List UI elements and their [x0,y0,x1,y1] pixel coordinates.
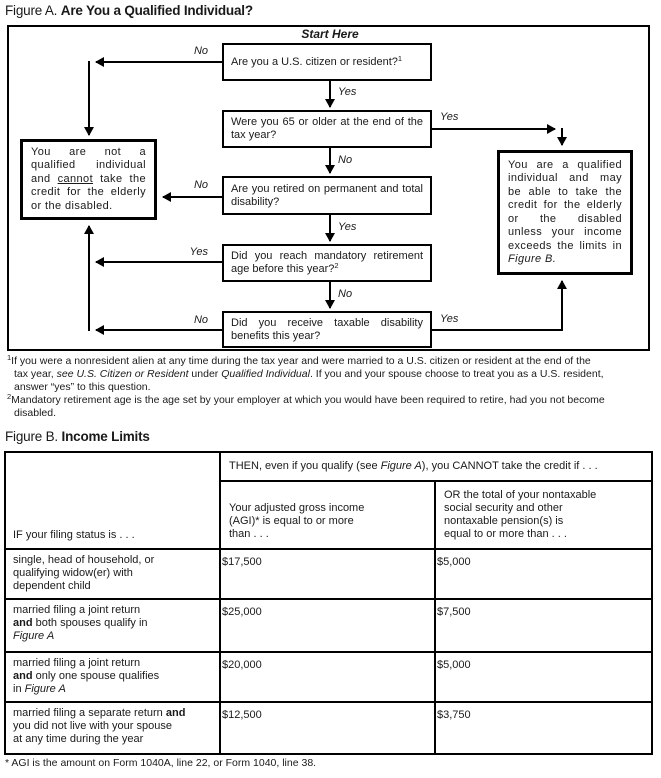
figure-a-title-prefix: Figure A. [5,3,58,18]
figure-b-title-main: Income Limits [61,429,150,444]
filing-status-cell: married filing a separate return and you did not live with your spouse at any time during the year [5,702,220,754]
figure-a-footnote-1: $^1$If you were a nonresident alien at any time during the tax year and were married to a U.S. citizen or resident at the end of the tax year, see U.S. Citizen or Resident under Qualified Individual. If you and your spouse choose to treat you as a U.S. resident, answer “yes” to this question. [7,353,604,393]
label-no-retirement-age: No [338,288,353,300]
question-box-disability-text: Are you retired on permanent and total disability? [231,182,423,208]
question-box-citizen [222,43,432,81]
figure-a-footnote-2: $^2$Mandatory retirement age is the age set by your employer at which you would have been required to retire, had you not become disabled. [7,392,605,419]
pension-cell: $7,500 [435,599,652,652]
agi-column-header: Your adjusted gross income (AGI)* is equal to or more than . . . [220,481,435,549]
filing-status-cell: married filing a joint return and both spouses qualify in Figure A [5,599,220,652]
table-row [5,702,652,754]
table-row [5,549,652,599]
label-yes-disability: Yes [338,221,357,233]
question-box-citizen-text: Are you a U.S. citizen or resident?$^1$ [231,53,403,68]
label-yes-citizen: Yes [338,86,357,98]
question-box-age-65-text: Were you 65 or older at the end of the tax year? [231,116,423,141]
pension-column-header: OR the total of your nontaxable social security and other nontaxable pension(s) is equal to or more than . . . [435,481,652,549]
question-box-disability-benefits-text: Did you receive taxable disability benefits this year? [231,316,423,342]
pension-cell: $5,000 [435,549,652,599]
agi-cell: $17,500 [220,549,435,599]
question-box-disability [222,176,432,215]
label-no-citizen: No [193,45,208,57]
pension-cell: $3,750 [435,702,652,754]
agi-cell: $25,000 [220,599,435,652]
filing-status-cell: single, head of household, or qualifying widow(er) with dependent child [5,549,220,599]
outcome-box-not-qualified-text: You are not a qualified individual and cannot take the credit for the elderly or the disabled. [31,145,146,212]
label-no-age-65: No [338,154,353,166]
agi-cell: $12,500 [220,702,435,754]
agi-cell: $20,000 [220,652,435,702]
question-box-age-65 [222,110,432,148]
question-box-disability-benefits [222,311,432,348]
figure-b-title-prefix: Figure B. [5,429,58,444]
question-box-retirement-age-text: Did you reach mandatory retirement age before this year?$^2$ [231,250,423,275]
figure-a-title-main: Are You a Qualified Individual? [60,3,253,18]
start-here-label: Start Here [301,27,359,41]
filing-status-cell: married filing a joint return and only one spouse qualifies in Figure A [5,652,220,702]
table-row [5,599,652,652]
then-header: THEN, even if you qualify (see Figure A), you CANNOT take the credit if . . . [220,452,652,481]
figure-a-footnotes [7,355,657,420]
income-limits-table [4,451,653,755]
table-row [5,652,652,702]
label-yes-age-65: Yes [440,111,459,123]
outcome-box-not-qualified [20,139,157,220]
label-yes-retirement-age: Yes [189,246,208,258]
outcome-box-qualified [497,150,633,275]
if-filing-status-header: IF your filing status is . . . [5,452,220,549]
question-box-retirement-age [222,244,432,282]
outcome-box-qualified-text: You are a qualified individual and may be able to take the credit for the elderly or the disabled unless your income exceeds the limits in Figure B. [508,158,622,265]
label-no-benefits: No [193,314,208,326]
pension-cell: $5,000 [435,652,652,702]
figure-b-title [5,429,150,444]
label-yes-benefits: Yes [440,313,459,325]
figure-b-footnote: * AGI is the amount on Form 1040A, line 22, or Form 1040, line 38. [5,757,317,769]
label-no-disability: No [193,179,208,191]
